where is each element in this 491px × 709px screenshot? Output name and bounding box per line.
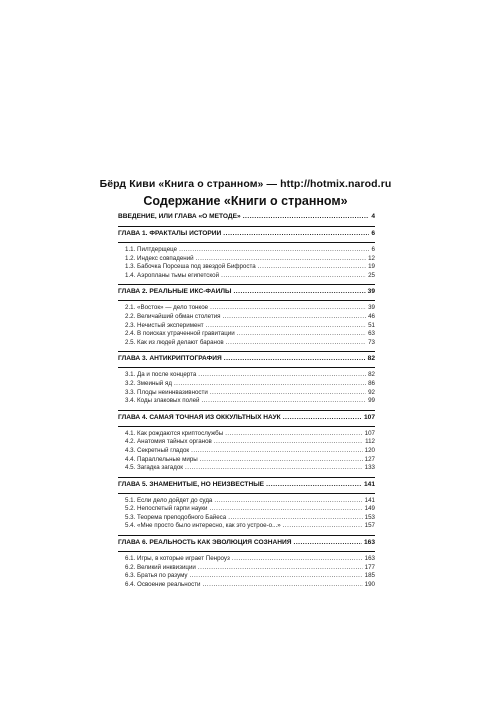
- toc-chapter-entry[interactable]: [118, 288, 375, 298]
- toc-section-entry[interactable]: [125, 380, 375, 389]
- toc-section-entry[interactable]: [125, 389, 375, 398]
- leader-dots: [206, 322, 366, 329]
- chapter-divider: [118, 300, 375, 301]
- section-label: 2.1. «Восток» — дело тонкое: [125, 304, 209, 312]
- leader-dots: [226, 339, 366, 346]
- section-page: 39: [368, 304, 375, 312]
- section-label: 4.4. Параллельные миры: [125, 455, 198, 463]
- section-page: 157: [364, 522, 375, 530]
- leader-dots: [283, 414, 362, 421]
- section-page: 51: [368, 321, 375, 329]
- section-page: 133: [364, 464, 375, 472]
- toc-chapter: [118, 284, 375, 351]
- section-label: 5.3. Теорема преподобного Байеса: [125, 513, 227, 521]
- leader-dots: [225, 430, 362, 437]
- chapter-title: ГЛАВА 3. АНТИКРИПТОГРАФИЯ: [118, 355, 222, 363]
- toc-chapter-entry[interactable]: [118, 414, 375, 424]
- leader-dots: [210, 304, 366, 311]
- chapter-sections: [118, 304, 375, 351]
- leader-dots: [179, 246, 369, 253]
- section-label: 6.1. Игры, в которые играет Пенроуз: [125, 555, 230, 563]
- toc-chapter: [118, 410, 375, 477]
- toc-title: Содержание «Книги о странном»: [143, 194, 348, 208]
- section-page: 107: [364, 429, 375, 437]
- leader-dots: [293, 539, 362, 546]
- toc-section-entry[interactable]: [125, 555, 375, 564]
- leader-dots: [201, 397, 366, 404]
- chapter-page: 6: [371, 230, 375, 237]
- section-label: 6.4. Освоение реальности: [125, 580, 201, 588]
- section-page: 86: [368, 379, 375, 387]
- section-page: 92: [368, 388, 375, 396]
- leader-dots: [200, 456, 363, 463]
- section-page: 112: [365, 438, 375, 446]
- section-label: 4.2. Анатомия тайных органов: [125, 438, 212, 446]
- section-label: 2.4. В поисках утраченной гравитации: [125, 330, 235, 338]
- section-page: 163: [364, 555, 375, 563]
- toc-section-entry[interactable]: [125, 313, 375, 322]
- chapter-title: ГЛАВА 5. ЗНАМЕНИТЫЕ, НО НЕИЗВЕСТНЫЕ: [118, 480, 265, 488]
- section-label: 3.4. Коды злаковых полей: [125, 397, 200, 405]
- toc-section-entry[interactable]: [125, 246, 375, 255]
- section-label: 5.2. Непоспетый гарпи науки: [125, 505, 208, 513]
- toc-section-entry[interactable]: [125, 272, 375, 281]
- toc-section-entry[interactable]: [125, 572, 375, 581]
- leader-dots: [232, 555, 363, 562]
- section-page: 149: [364, 505, 375, 513]
- section-label: 4.1. Как рождаются криптослужбы: [125, 429, 224, 437]
- chapter-divider: [118, 551, 375, 552]
- toc-section-entry[interactable]: [125, 464, 375, 473]
- section-label: 6.2. Великий инквизиции: [125, 563, 196, 571]
- toc-section-entry[interactable]: [125, 505, 375, 514]
- leader-dots: [221, 272, 366, 279]
- section-page: 141: [364, 496, 375, 504]
- leader-dots: [266, 481, 362, 488]
- chapter-sections: [118, 497, 375, 535]
- chapter-sections: [118, 555, 375, 593]
- section-page: 185: [364, 572, 375, 580]
- section-page: 127: [364, 455, 375, 463]
- section-page: 82: [368, 371, 375, 379]
- chapter-title: ГЛАВА 4. САМАЯ ТОЧНАЯ ИЗ ОККУЛЬТНЫХ НАУК: [118, 413, 281, 421]
- toc-intro-label: ВВЕДЕНИЕ, ИЛИ ГЛАВА «О МЕТОДЕ»: [118, 213, 241, 220]
- toc-chapter-entry[interactable]: [118, 539, 375, 549]
- chapter-page: 39: [367, 288, 375, 296]
- toc-section-entry[interactable]: [125, 339, 375, 348]
- section-page: 6: [371, 246, 375, 253]
- section-label: 3.1. Да и после концерта: [125, 371, 197, 379]
- section-page: 120: [364, 446, 375, 454]
- section-label: 1.3. Бабочка Порсеша под звездой Бифроста: [125, 263, 256, 271]
- toc-chapter-entry[interactable]: [118, 230, 375, 240]
- toc-section-entry[interactable]: [125, 322, 375, 331]
- chapter-divider: [118, 426, 375, 427]
- leader-dots: [190, 572, 363, 579]
- toc-section-entry[interactable]: [125, 304, 375, 313]
- toc-section-entry[interactable]: [125, 430, 375, 439]
- leader-dots: [209, 505, 362, 512]
- table-of-contents: [118, 213, 375, 593]
- chapter-divider: [118, 493, 375, 494]
- chapter-title: ГЛАВА 1. ФРАКТАЛЫ ИСТОРИИ: [118, 230, 222, 237]
- toc-chapter: [118, 226, 375, 284]
- toc-chapter: [118, 535, 375, 593]
- section-page: 63: [368, 330, 375, 338]
- leader-dots: [223, 313, 367, 320]
- section-page: 46: [368, 312, 375, 320]
- leader-dots: [223, 230, 369, 237]
- leader-dots: [198, 371, 366, 378]
- section-label: 5.1. Если дело дойдет до суда: [125, 496, 213, 504]
- running-header: Бёрд Киви «Книга о странном» — http://hotmix.narod.ru: [99, 178, 392, 190]
- section-label: 3.3. Плоды неиннвазивности: [125, 388, 208, 396]
- section-page: 25: [368, 271, 375, 279]
- leader-dots: [214, 438, 363, 445]
- toc-section-entry[interactable]: [125, 263, 375, 272]
- chapter-title: ГЛАВА 6. РЕАЛЬНОСТЬ КАК ЭВОЛЮЦИЯ СОЗНАНИЯ: [118, 539, 292, 547]
- chapter-divider: [118, 242, 375, 243]
- leader-dots: [228, 514, 362, 521]
- toc-section-entry[interactable]: [125, 522, 375, 531]
- chapter-sections: [118, 371, 375, 409]
- section-page: 190: [364, 580, 375, 588]
- section-label: 1.4. Аэропланы тьмы египетской: [125, 271, 220, 279]
- toc-chapter-entry[interactable]: [118, 355, 375, 365]
- chapter-page: 82: [367, 355, 375, 363]
- toc-chapter-entry[interactable]: [118, 481, 375, 491]
- chapter-divider: [118, 367, 375, 368]
- section-label: 2.3. Нечистый эксперимент: [125, 321, 204, 329]
- section-label: 1.2. Индекс совпадений: [125, 254, 194, 262]
- section-label: 6.3. Братья по разуму: [125, 572, 188, 580]
- leader-dots: [237, 330, 366, 337]
- leader-dots: [233, 288, 365, 295]
- chapter-page: 107: [363, 413, 375, 421]
- section-page: 73: [368, 338, 375, 346]
- leader-dots: [174, 380, 366, 387]
- leader-dots: [243, 213, 370, 220]
- toc-section-entry[interactable]: [125, 514, 375, 523]
- section-page: 19: [368, 263, 375, 271]
- toc-section-entry[interactable]: [125, 564, 375, 573]
- chapter-sections: [118, 246, 375, 284]
- leader-dots: [202, 581, 362, 588]
- toc-section-entry[interactable]: [125, 456, 375, 465]
- toc-intro-entry[interactable]: [118, 213, 375, 225]
- leader-dots: [196, 255, 366, 262]
- section-label: 1.1. Пилтдерщеце: [125, 246, 178, 253]
- section-label: 4.5. Загадка загадок: [125, 464, 183, 472]
- leader-dots: [191, 447, 363, 454]
- section-page: 12: [368, 254, 375, 262]
- section-page: 99: [368, 397, 375, 405]
- toc-section-entry[interactable]: [125, 438, 375, 447]
- section-page: 177: [364, 563, 375, 571]
- section-label: 5.4. «Мне просто было интересно, как это устрое-о...»: [125, 522, 281, 530]
- section-label: 4.3. Секретный гладок: [125, 446, 190, 454]
- toc-section-entry[interactable]: [125, 447, 375, 456]
- section-label: 3.2. Змеиный яд: [125, 379, 172, 387]
- leader-dots: [185, 464, 363, 471]
- section-page: 153: [364, 513, 375, 521]
- leader-dots: [198, 564, 363, 571]
- toc-chapter: [118, 351, 375, 409]
- chapter-page: 163: [363, 539, 375, 547]
- toc-section-entry[interactable]: [125, 330, 375, 339]
- toc-intro-page: 4: [371, 213, 375, 220]
- leader-dots: [210, 389, 366, 396]
- toc-section-entry[interactable]: [125, 397, 375, 406]
- toc-chapter: [118, 477, 375, 535]
- chapter-sections: [118, 430, 375, 477]
- section-label: 2.5. Как из людей делают баранов: [125, 338, 224, 346]
- toc-section-entry[interactable]: [125, 255, 375, 264]
- toc-section-entry[interactable]: [125, 371, 375, 380]
- chapter-title: ГЛАВА 2. РЕАЛЬНЫЕ ИКС-ФАЙЛЫ: [118, 288, 232, 296]
- leader-dots: [214, 497, 362, 504]
- leader-dots: [283, 522, 363, 529]
- chapter-page: 141: [363, 480, 375, 488]
- leader-dots: [224, 355, 366, 362]
- leader-dots: [258, 263, 366, 270]
- toc-section-entry[interactable]: [125, 497, 375, 506]
- toc-section-entry[interactable]: [125, 581, 375, 590]
- section-label: 2.2. Величайший обман столетия: [125, 312, 221, 320]
